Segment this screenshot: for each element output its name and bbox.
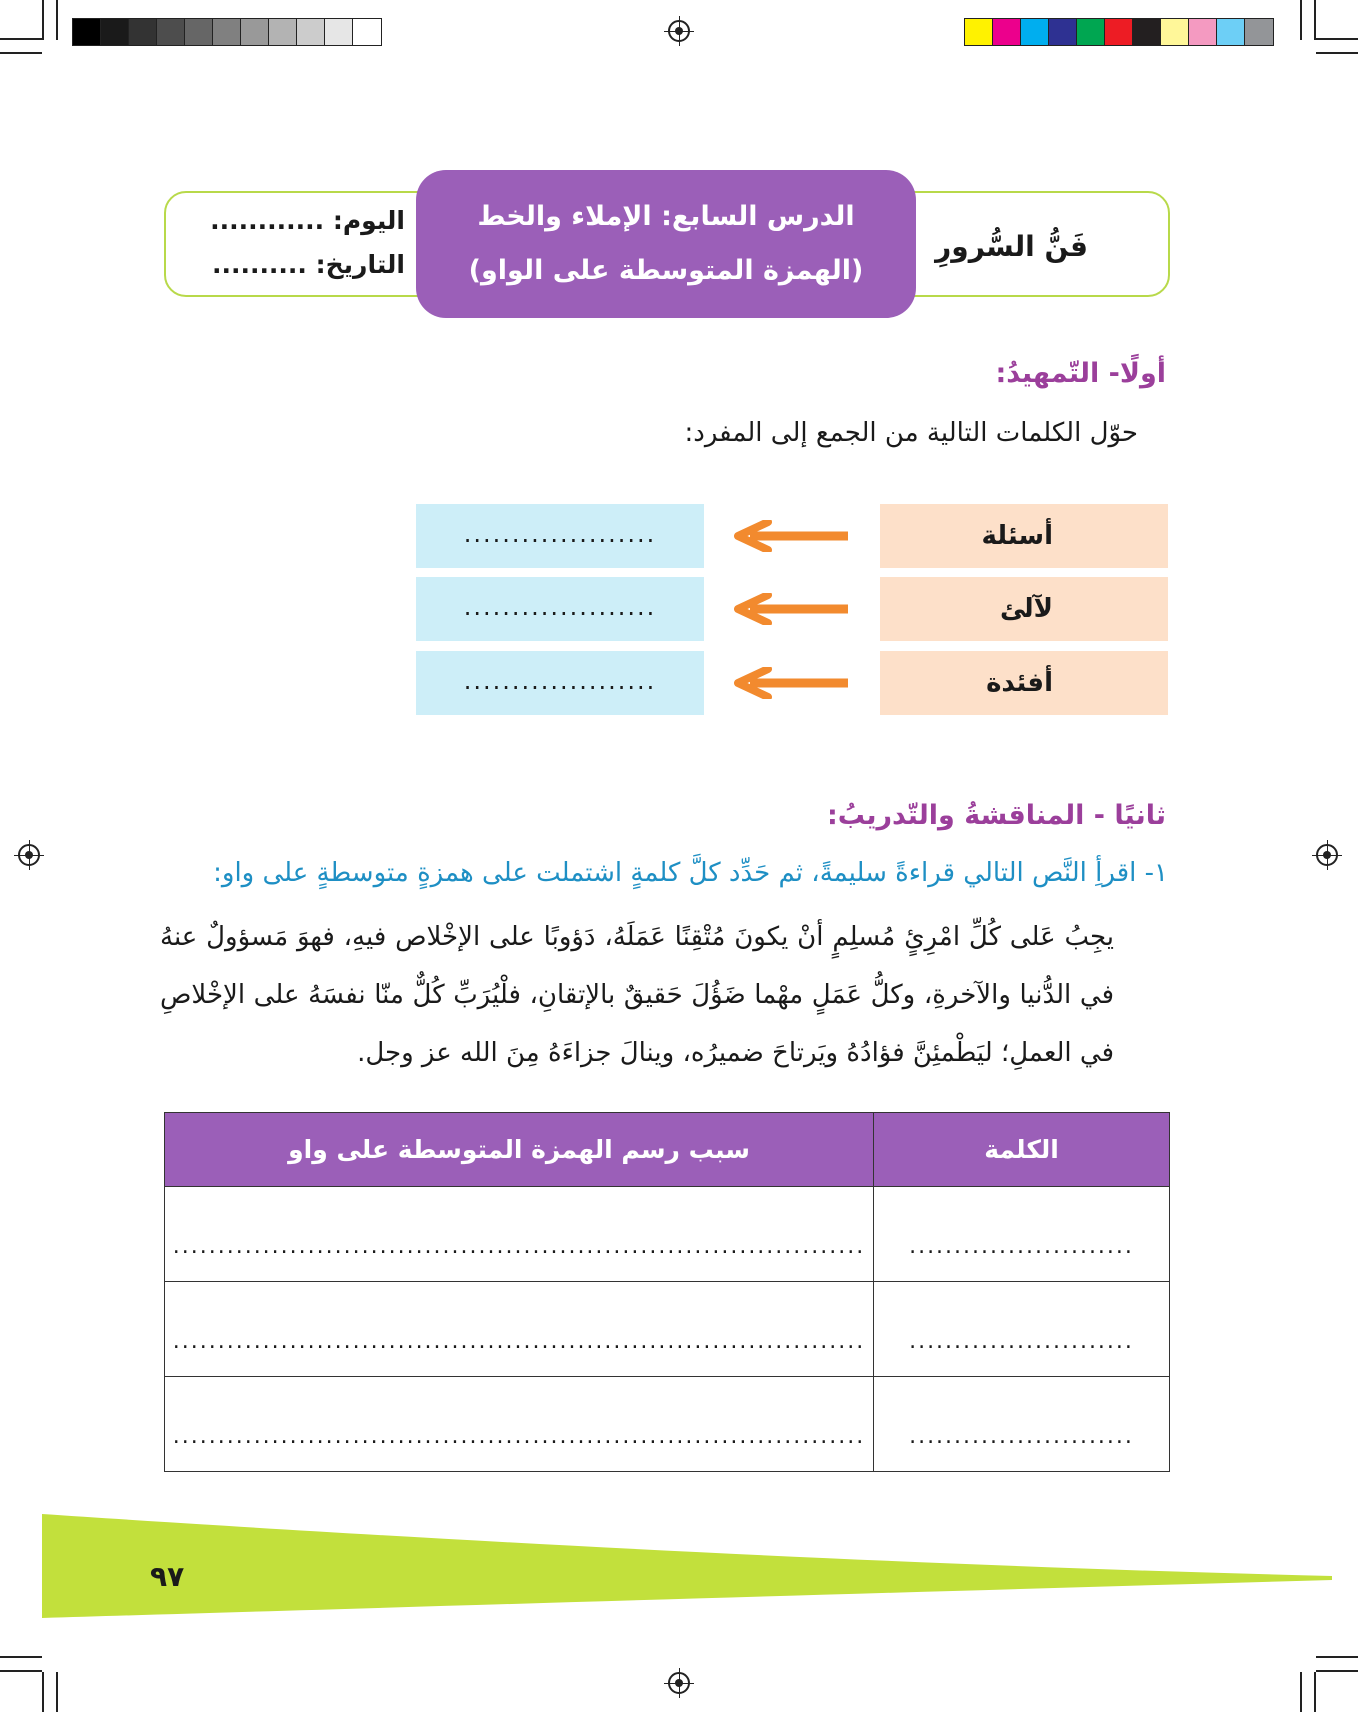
registration-mark-bottom xyxy=(668,1672,690,1694)
ink-swatch xyxy=(1189,19,1217,45)
ink-swatch xyxy=(1245,19,1273,45)
answer-table xyxy=(164,1112,1170,1472)
answer-blank[interactable]: .................... xyxy=(416,651,704,715)
section-instruction: حوّل الكلمات التالية من الجمع إلى المفرد: xyxy=(684,418,1138,448)
crop-mark xyxy=(0,38,42,40)
registration-mark-top xyxy=(668,20,690,42)
crop-mark xyxy=(1316,38,1358,40)
ink-swatch xyxy=(1021,19,1049,45)
gray-swatch xyxy=(157,19,185,45)
reason-answer-cell[interactable]: ............................................................................. xyxy=(165,1187,874,1282)
column-header-word: الكلمة xyxy=(874,1113,1170,1187)
date-blank: .......... xyxy=(211,250,307,279)
reading-passage: يجِبُ عَلى كُلِّ امْرِئٍ مُسلِمٍ أنْ يكونَ مُتْقِنًا عَمَلَهُ، دَؤوبًا على الإخْلاص فيهِ، فهوَ مَسؤولٌ عنهُ في الدُّنيا والآخرةِ، وكلُّ عَمَلٍ مهْما ضَؤُلَ حَقيقٌ بالإتقانِ، فلْيُرَبِّ كُلٌّ منّا نفسَهُ على الإخْلاصِ في العملِ؛ ليَطْمئِنَّ فؤادُهُ ويَرتاحَ ضميرُه، وينالَ جزاءَهُ مِنَ الله عز وجل. xyxy=(160,922,1114,1068)
day-field xyxy=(205,206,405,235)
crop-mark xyxy=(42,0,44,40)
gray-swatch xyxy=(213,19,241,45)
crop-mark xyxy=(1300,0,1302,40)
crop-mark xyxy=(42,1672,44,1712)
unit-name: فَنُّ السُّرورِ xyxy=(935,230,1088,263)
crop-mark xyxy=(56,1672,58,1712)
crop-mark xyxy=(1316,1670,1358,1672)
crop-mark xyxy=(1316,52,1358,54)
crop-mark xyxy=(0,1656,42,1658)
gray-swatch xyxy=(185,19,213,45)
ink-swatch xyxy=(1161,19,1189,45)
lesson-title-banner xyxy=(416,170,916,318)
crop-mark xyxy=(1314,1672,1316,1712)
table-row xyxy=(165,1187,1170,1282)
reason-answer-cell[interactable]: ............................................................................. xyxy=(165,1377,874,1472)
ink-swatch xyxy=(965,19,993,45)
table-row xyxy=(165,1282,1170,1377)
arrow-left-icon xyxy=(730,593,850,625)
gray-swatch xyxy=(269,19,297,45)
table-row xyxy=(165,1377,1170,1472)
gray-swatch xyxy=(241,19,269,45)
table-header-row xyxy=(165,1113,1170,1187)
gray-swatch xyxy=(101,19,129,45)
answer-blank[interactable]: .................... xyxy=(416,504,704,568)
arrow-left-icon xyxy=(730,520,850,552)
crop-mark xyxy=(1316,1656,1358,1658)
day-label: اليوم: xyxy=(332,206,405,235)
gray-swatch xyxy=(353,19,381,45)
registration-mark-left xyxy=(18,844,40,866)
page-number: ٩٧ xyxy=(150,1560,185,1593)
ink-swatch xyxy=(993,19,1021,45)
day-blank: ............ xyxy=(210,206,325,235)
ink-swatch xyxy=(1133,19,1161,45)
gray-swatch xyxy=(325,19,353,45)
ink-swatch xyxy=(1049,19,1077,45)
crop-mark xyxy=(1300,1672,1302,1712)
word-cell: لآلئ xyxy=(880,577,1168,641)
gray-swatch xyxy=(129,19,157,45)
ink-swatch xyxy=(1105,19,1133,45)
column-header-reason: سبب رسم الهمزة المتوسطة على واو xyxy=(165,1113,874,1187)
ink-swatch xyxy=(1077,19,1105,45)
gray-swatch xyxy=(73,19,101,45)
crop-mark xyxy=(0,1670,42,1672)
date-label: التاريخ: xyxy=(315,250,405,279)
word-answer-cell[interactable]: ......................... xyxy=(874,1187,1170,1282)
answer-blank[interactable]: .................... xyxy=(416,577,704,641)
section-title-practice: ثانيًا - المناقشةُ والتّدريبُ: xyxy=(826,800,1166,831)
gray-swatch xyxy=(297,19,325,45)
section-title-intro: أولًا- التّمهيدُ: xyxy=(995,358,1166,389)
ink-swatch xyxy=(1217,19,1245,45)
footer-green-band xyxy=(42,1514,1332,1618)
arrow-left-icon xyxy=(730,667,850,699)
crop-mark xyxy=(0,52,42,54)
word-answer-cell[interactable]: ......................... xyxy=(874,1282,1170,1377)
crop-mark xyxy=(56,0,58,40)
word-answer-cell[interactable]: ......................... xyxy=(874,1377,1170,1472)
lesson-subtitle: (الهمزة المتوسطة على الواو) xyxy=(468,255,864,286)
word-cell: أفئدة xyxy=(880,651,1168,715)
crop-mark xyxy=(1314,0,1316,40)
grayscale-calibration-bar xyxy=(72,18,382,46)
task-instruction: ١- اقرأِ النَّص التالي قراءةً سليمةً، ثم حَدِّد كلَّ كلمةٍ اشتملت على همزةٍ متوسطةٍ على واو: xyxy=(213,858,1168,888)
lesson-title: الدرس السابع: الإملاء والخط xyxy=(477,201,855,232)
color-calibration-bar xyxy=(964,18,1274,46)
registration-mark-right xyxy=(1316,844,1338,866)
date-field xyxy=(205,250,405,279)
word-cell: أسئلة xyxy=(880,504,1168,568)
reason-answer-cell[interactable]: ............................................................................. xyxy=(165,1282,874,1377)
